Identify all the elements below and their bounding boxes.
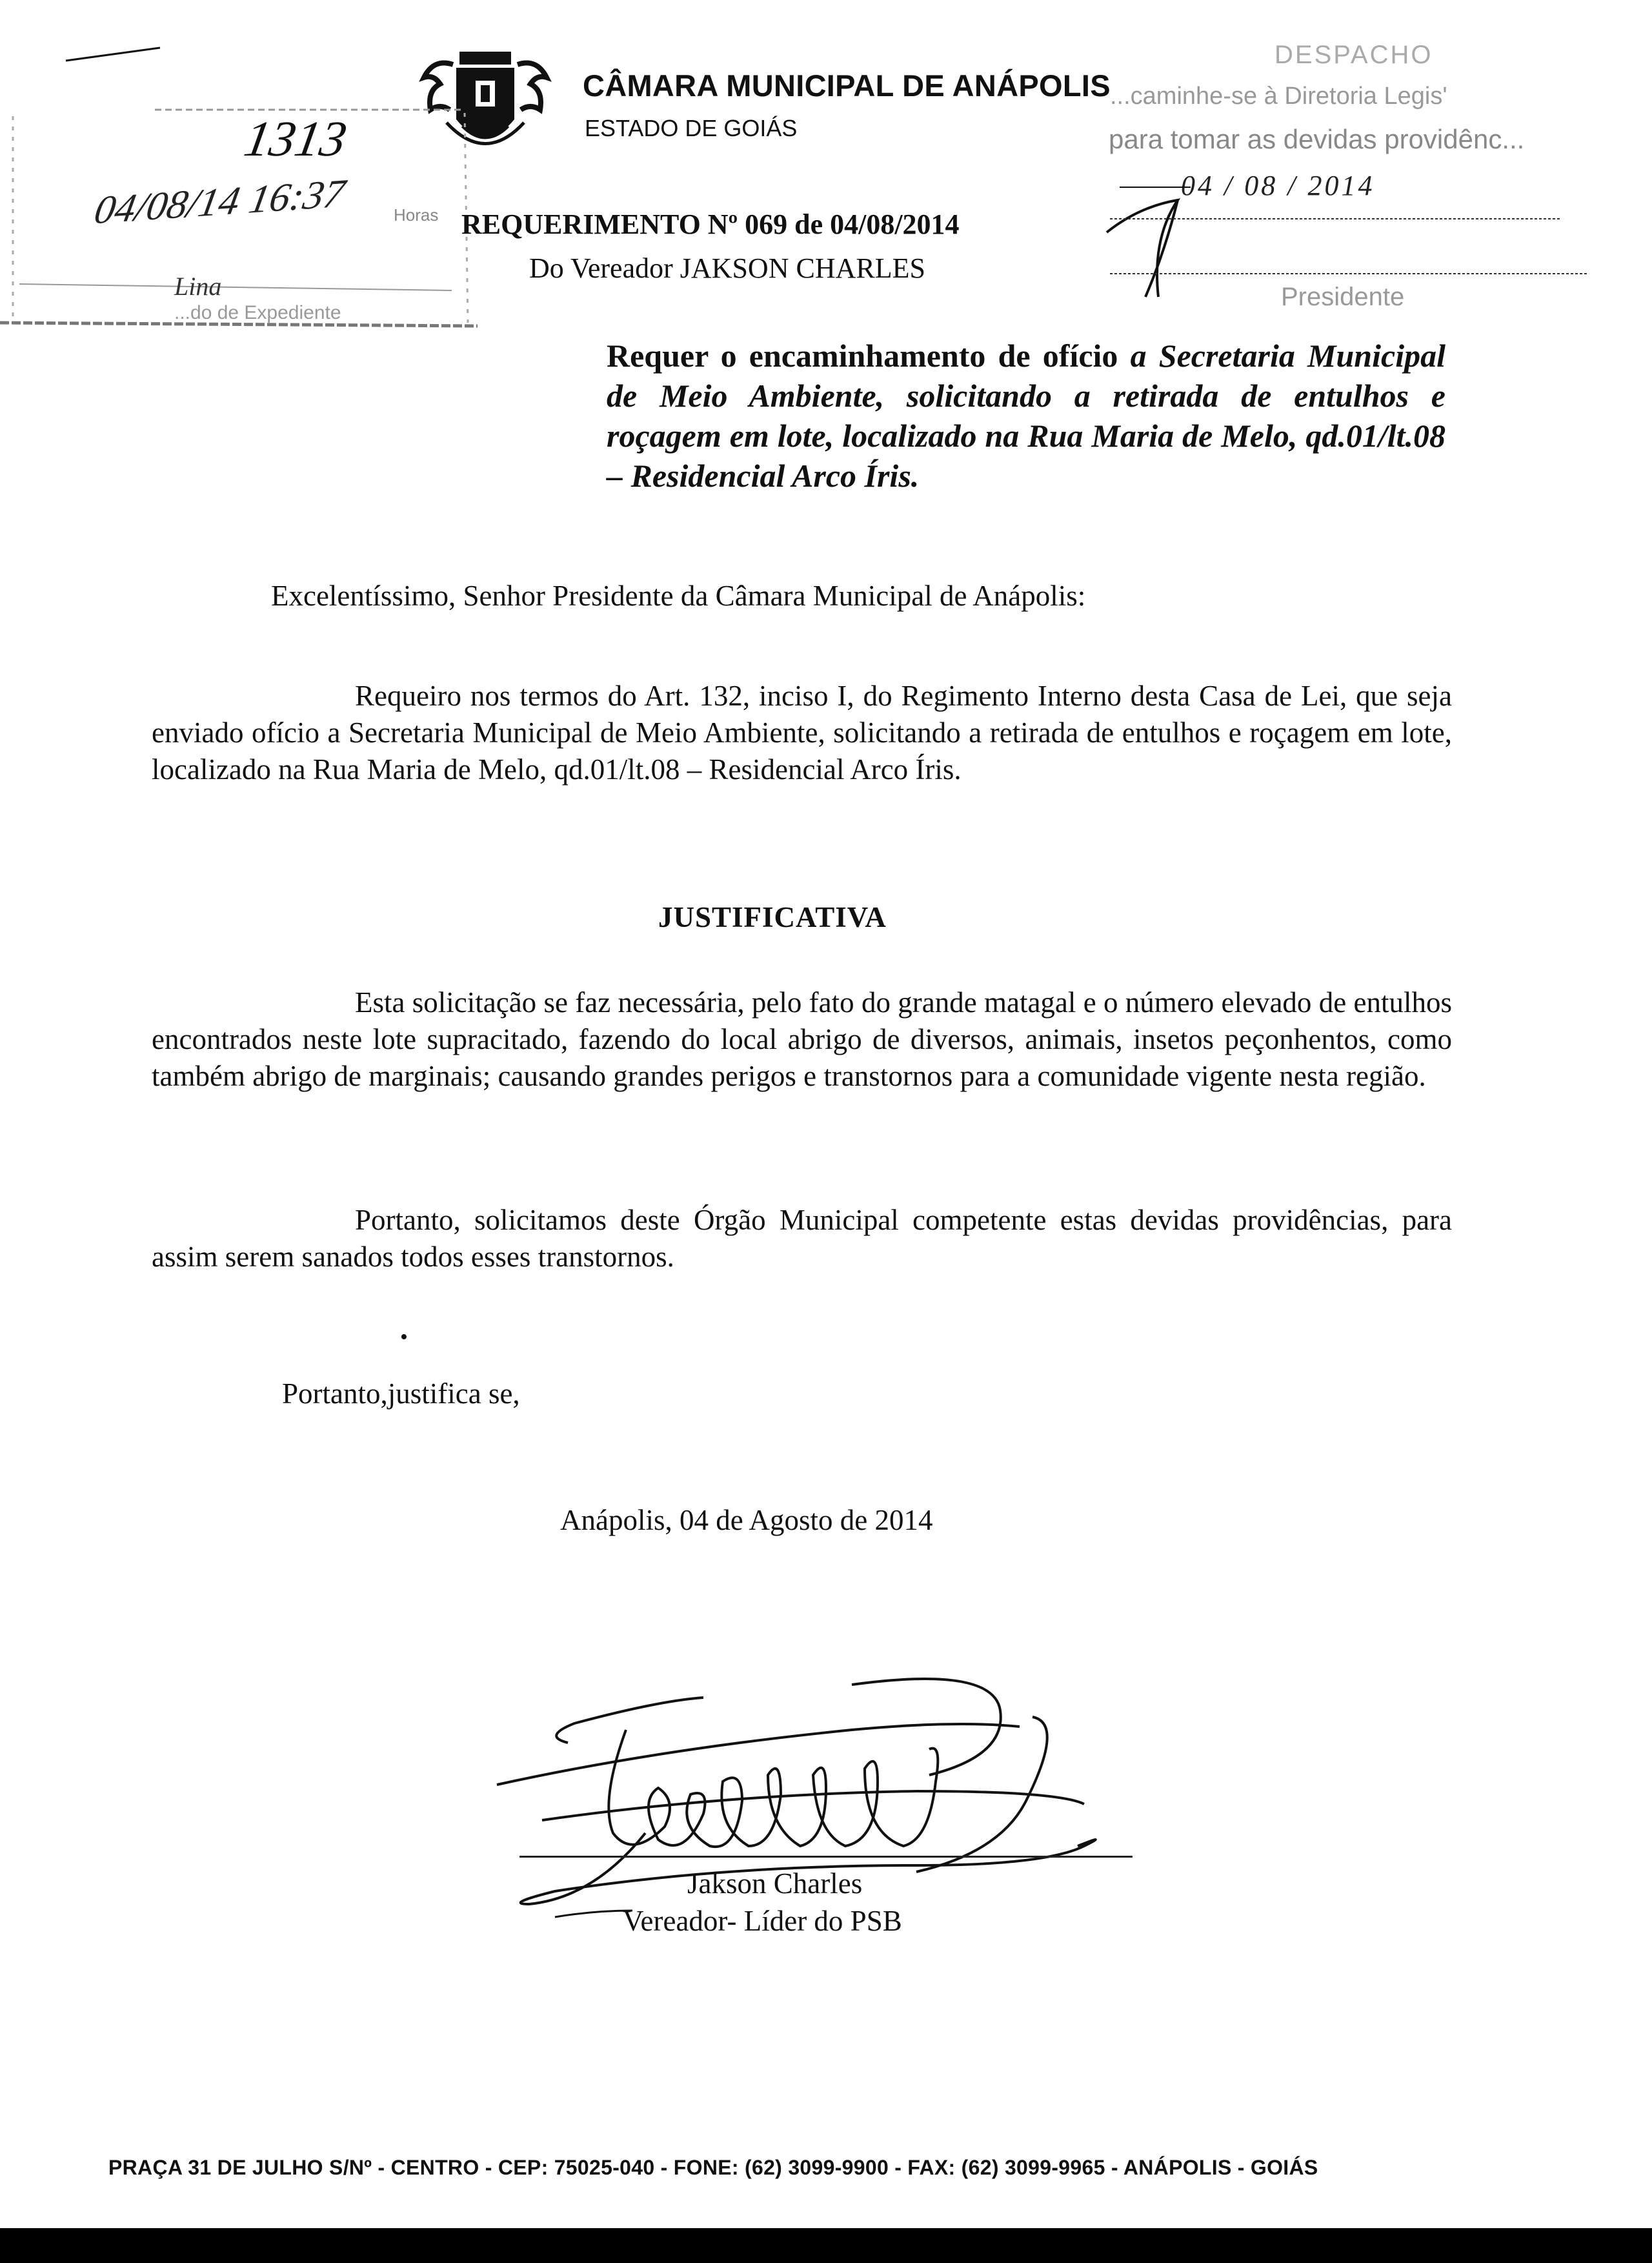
summary-plain: Requer o encaminhamento de ofício (607, 338, 1118, 374)
handwritten-signature (465, 1672, 1207, 1943)
despacho-rule-2 (1110, 271, 1587, 284)
stray-pen-mark (65, 45, 161, 65)
protocol-initials: Lina (174, 272, 222, 301)
paragraph-3-text: Portanto, solicitamos deste Órgão Municipal competente estas devidas providências, para assim serem sanados todos esses transtornos. (152, 1204, 1452, 1273)
despacho-line-1: ...caminhe-se à Diretoria Legis' (1110, 83, 1447, 110)
despacho-date: 04 / 08 / 2014 (1181, 170, 1375, 201)
despacho-signature (1100, 174, 1204, 303)
signer-role: Vereador- Líder do PSB (623, 1905, 902, 1937)
despacho-line-2: para tomar as devidas providênc... (1109, 124, 1525, 154)
organization-name: CÂMARA MUNICIPAL DE ANÁPOLIS (583, 68, 1111, 103)
despacho-role: Presidente (1281, 283, 1405, 311)
organization-state: ESTADO DE GOIÁS (585, 115, 798, 141)
justification-title: JUSTIFICATIVA (658, 901, 887, 933)
paragraph-1 (152, 678, 1452, 788)
salutation: Excelentíssimo, Senhor Presidente da Câmara Municipal de Anápolis: (271, 580, 1086, 612)
signer-name: Jakson Charles (687, 1867, 863, 1900)
place-date: Anápolis, 04 de Agosto de 2014 (560, 1504, 933, 1536)
paragraph-2 (152, 984, 1452, 1095)
summary-italic: a Secretaria Municipal de Meio Ambiente, solicitando a retirada de entulhos e roçagem em lote, localizado na Rua Maria de Melo, qd.01/lt.08 – Residencial Arco Íris. (607, 338, 1446, 494)
footer-address: PRAÇA 31 DE JULHO S/Nº - CENTRO - CEP: 75025-040 - FONE: (62) 3099-9900 - FAX: (62) 3099-9965 - ANÁPOLIS - GOIÁS (108, 2156, 1318, 2179)
despacho-rules (1110, 216, 1587, 236)
signature-line (519, 1856, 1133, 1858)
protocol-horas-label: Horas (394, 205, 439, 225)
despacho-title: DESPACHO (1274, 41, 1433, 69)
protocol-number: 1313 (240, 110, 351, 167)
protocol-date-time: 04/08/14 16:37 (91, 171, 348, 233)
paragraph-2-text: Esta solicitação se faz necessária, pelo fato do grande matagal e o número elevado de entulhos encontrados neste lote supracitado, fazendo do local abrigo de diversos, animais, insetos peçonhentos, como também abrigo de marginais; causando grandes perigos e transtornos para a comunidade vigente nesta região. (152, 986, 1452, 1092)
request-summary (607, 336, 1446, 496)
paragraph-1-text: Requeiro nos termos do Art. 132, inciso I, do Regimento Interno desta Casa de Lei, que seja enviado ofício a Secretaria Municipal de Meio Ambiente, solicitando a retirada de entulhos e roçagem em lote, localizado na Rua Maria de Melo, qd.01/lt.08 – Residencial Arco Íris. (152, 680, 1452, 786)
stray-dot: • (400, 1325, 408, 1349)
closing-text: Portanto,justifica se, (282, 1377, 520, 1410)
request-title: REQUERIMENTO Nº 069 de 04/08/2014 (461, 208, 960, 240)
paragraph-3 (152, 1202, 1452, 1275)
scan-bottom-bar (0, 2228, 1652, 2263)
request-author: Do Vereador JAKSON CHARLES (529, 252, 925, 284)
protocol-caption: ...do de Expediente (174, 302, 341, 323)
